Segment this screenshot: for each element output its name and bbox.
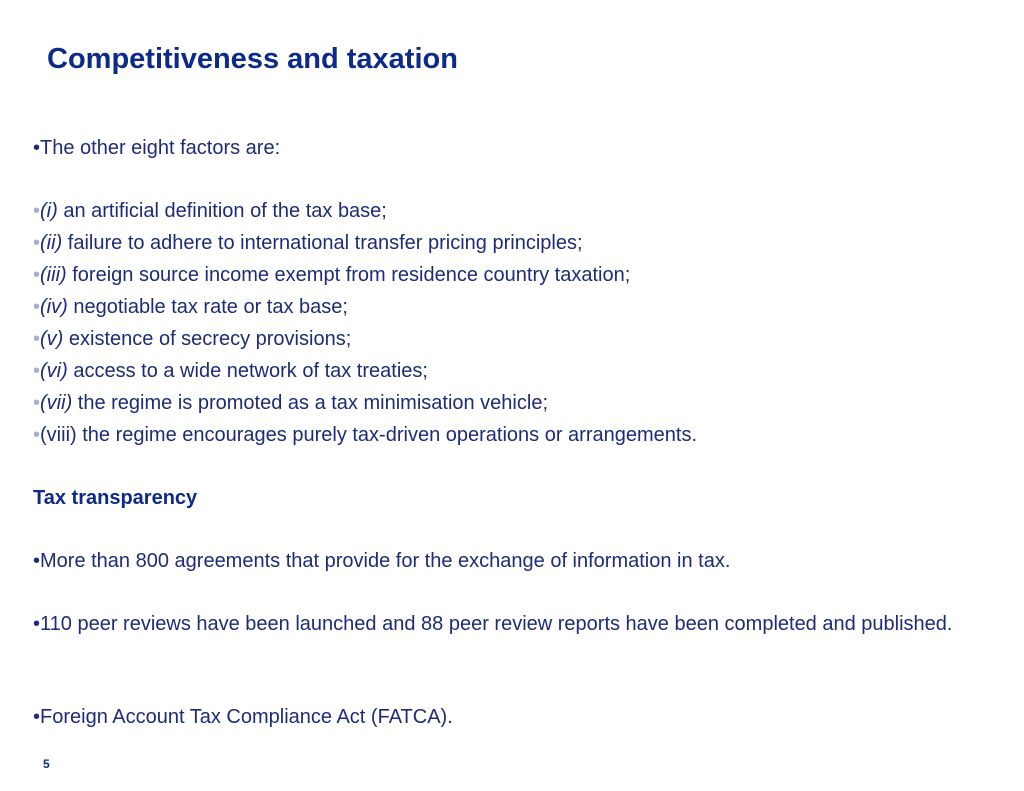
factor-item: [33, 391, 548, 415]
factor-numeral: (iv): [40, 296, 68, 318]
bullet: •: [33, 232, 41, 254]
factor-numeral: (ii): [40, 232, 63, 254]
factor-item: [33, 423, 697, 447]
bullet: •: [33, 360, 41, 382]
factor-numeral: (iii): [40, 264, 67, 286]
factor-item: [33, 295, 348, 319]
factor-text: existence of secrecy provisions;: [63, 328, 352, 350]
factor-numeral: (v): [40, 328, 64, 350]
bullet: •: [33, 424, 41, 446]
factor-numeral: (vi): [40, 360, 68, 382]
bullet: •: [33, 264, 41, 286]
factor-item: [33, 359, 428, 383]
transparency-point: •More than 800 agreements that provide for the exchange of information in tax.: [33, 550, 731, 572]
factor-text: an artificial definition of the tax base;: [57, 200, 387, 222]
section-heading: Tax transparency: [33, 487, 198, 509]
slide-title: Competitiveness and taxation: [47, 43, 458, 75]
factor-numeral: (vii): [40, 392, 73, 414]
bullet: •: [33, 200, 41, 222]
factor-text: access to a wide network of tax treaties;: [67, 360, 428, 382]
bullet: •: [33, 296, 41, 318]
factor-item: [33, 263, 630, 287]
page-number: 5: [43, 757, 50, 771]
factor-item: [33, 199, 387, 223]
factor-text: foreign source income exempt from residence country taxation;: [66, 264, 631, 286]
bullet: •: [33, 392, 41, 414]
intro-text: •The other eight factors are:: [33, 137, 281, 159]
factor-text: negotiable tax rate or tax base;: [67, 296, 348, 318]
factor-text: (viii) the regime encourages purely tax-driven operations or arrangements.: [40, 424, 697, 446]
factor-text: the regime is promoted as a tax minimisation vehicle;: [72, 392, 548, 414]
bullet: •: [33, 328, 41, 350]
transparency-point: •110 peer reviews have been launched and 88 peer review reports have been completed and published.: [33, 613, 953, 635]
factor-numeral: (i): [40, 200, 58, 222]
factor-item: [33, 327, 351, 351]
factor-text: failure to adhere to international transfer pricing principles;: [62, 232, 583, 254]
transparency-point: •Foreign Account Tax Compliance Act (FATCA).: [33, 706, 453, 728]
factor-item: [33, 231, 583, 255]
